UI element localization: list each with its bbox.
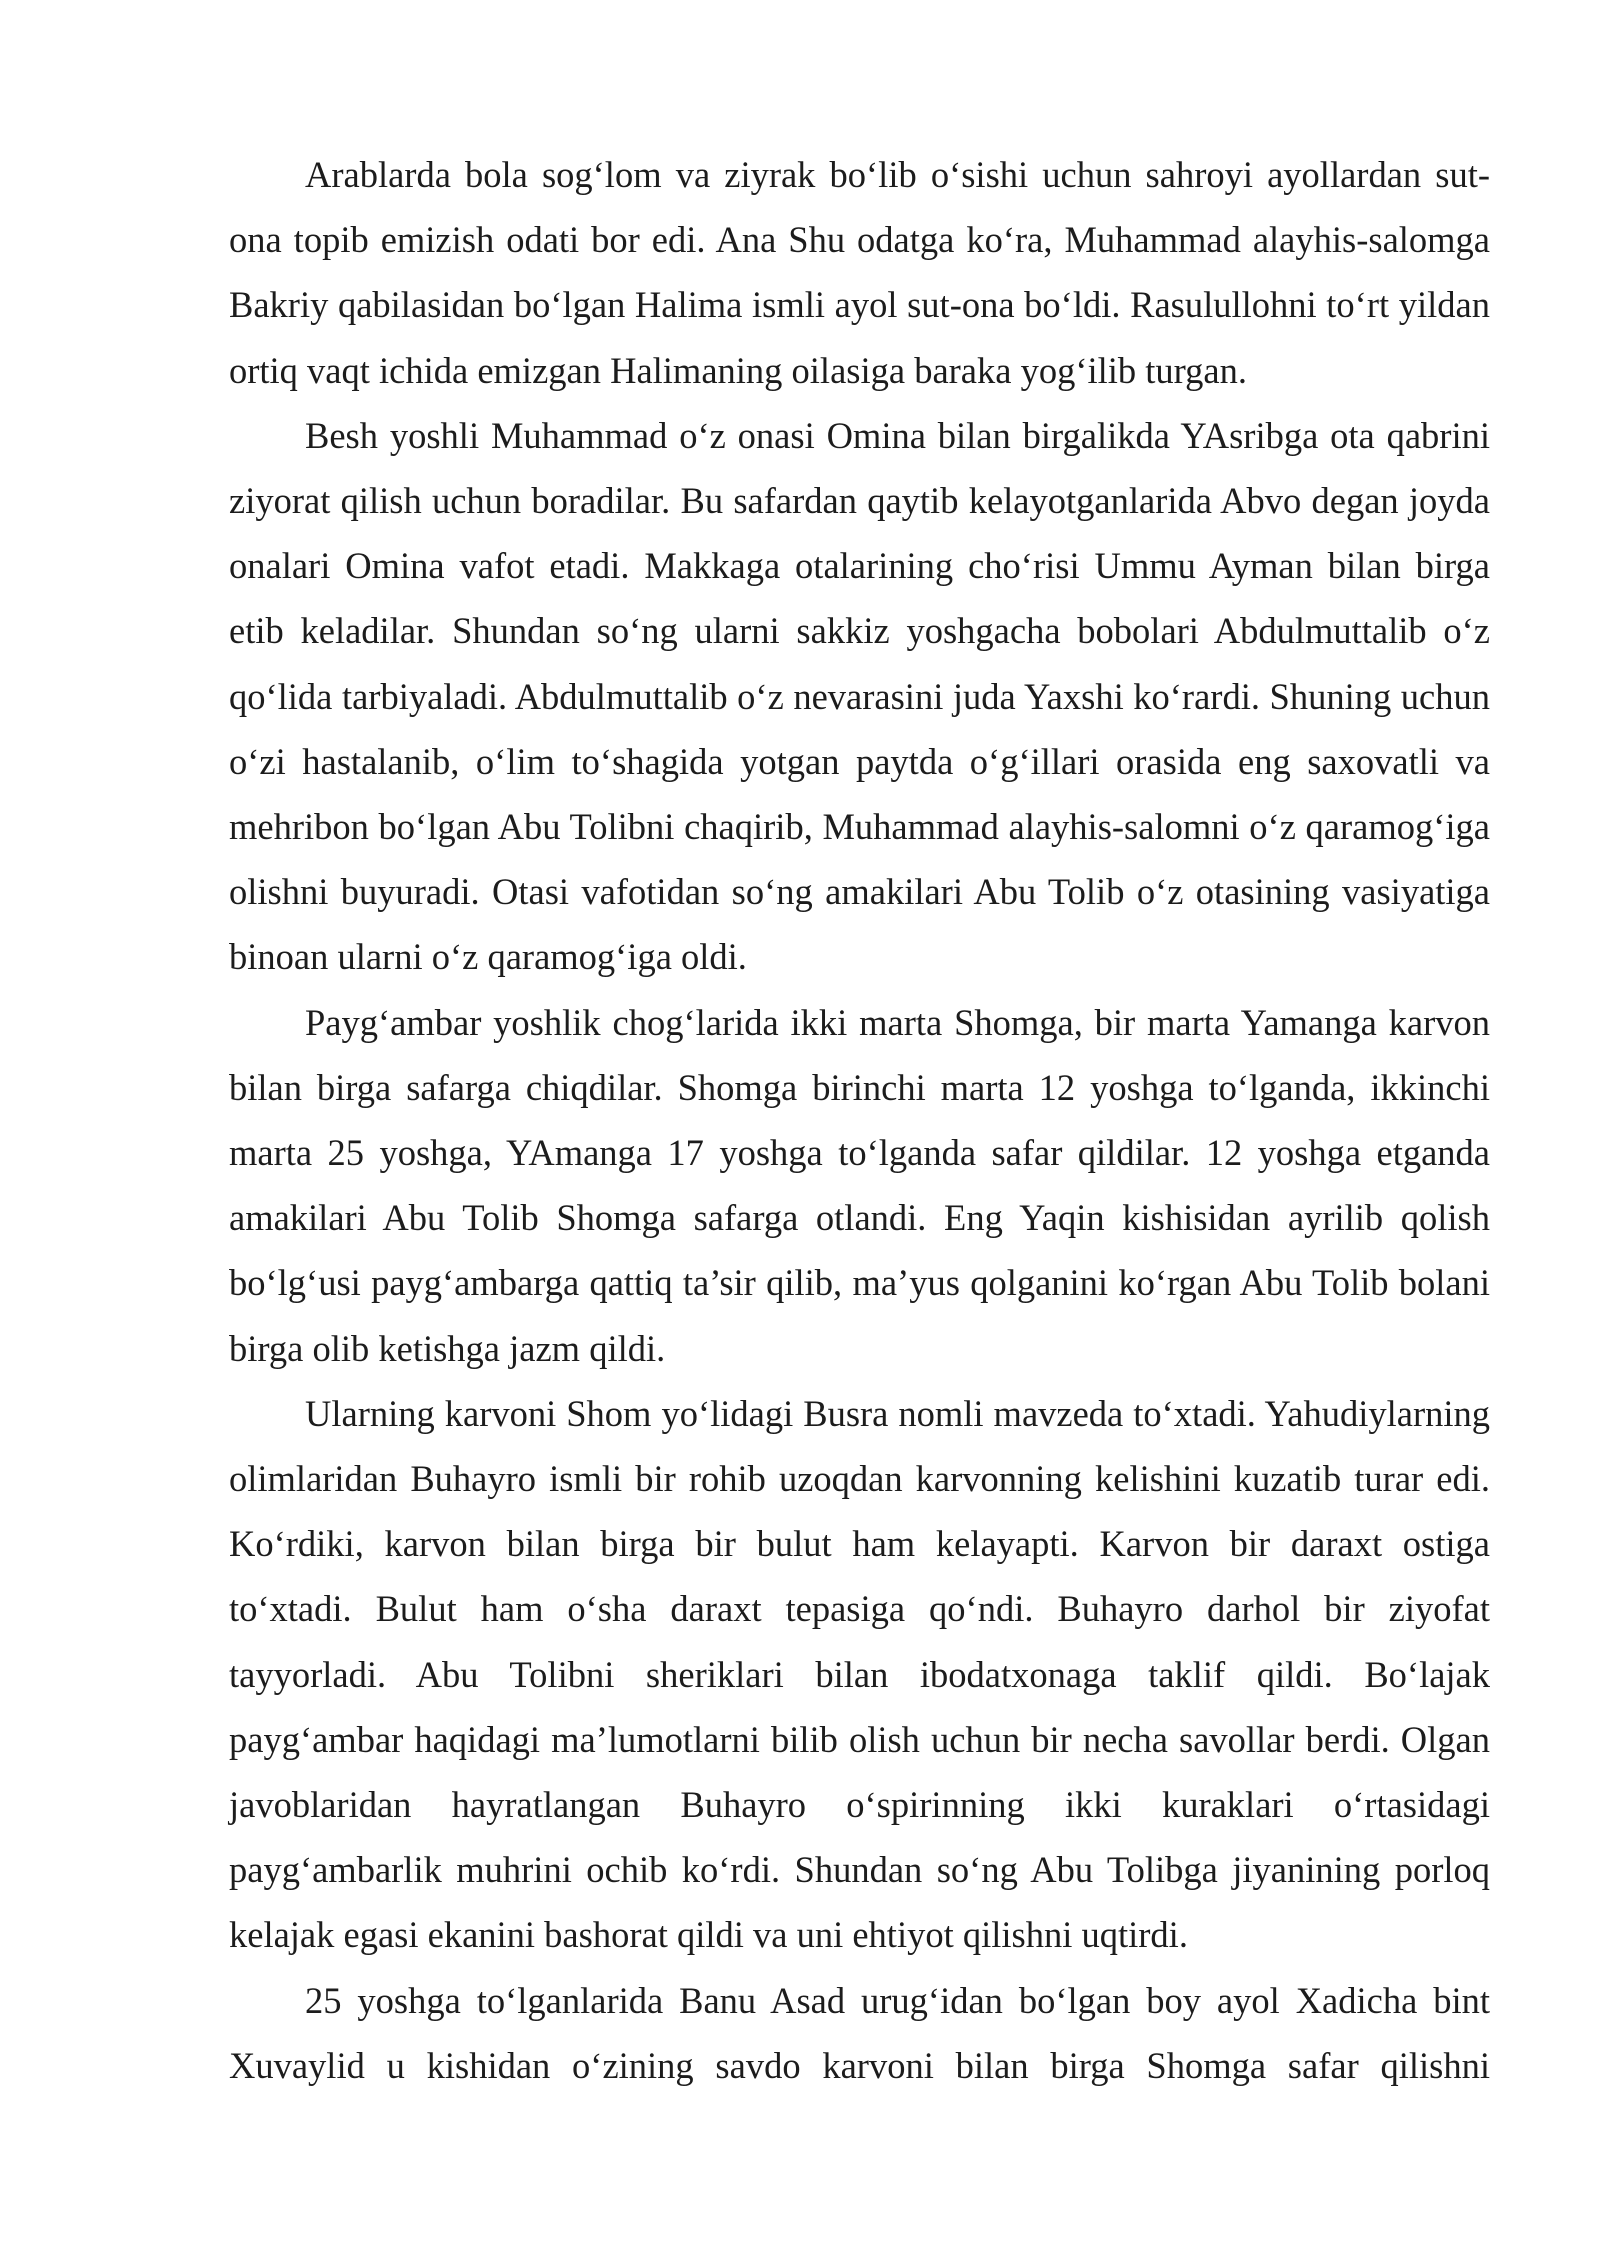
paragraph-3: Payg‘ambar yoshlik chog‘larida ikki marta Shomga, bir marta Yamanga karvon bilan birga safarga chiqdilar. Shomga birinchi marta 12 yoshga to‘lganda, ikkinchi marta 25 yoshga, YAmanga 17 yoshga to‘lganda safar qildilar. 12 yoshga etganda amakilari Abu Tolib Shomga safarga otlandi. Eng Yaqin kishisidan ayrilib qolish bo‘lg‘usi payg‘ambarga qattiq ta’sir qilib, ma’yus qolganini ko‘rgan Abu Tolib bolani birga olib ketishga jazm qildi. <box>229 1001 1490 1369</box>
paragraph-1: Arablarda bola sog‘lom va ziyrak bo‘lib o‘sishi uchun sahroyi ayollardan sut-ona topib emizish odati bor edi. Ana Shu odatga ko‘ra, Muhammad alayhis-salomga Bakriy qabilasidan bo‘lgan Halima ismli ayol sut-ona bo‘ldi. Rasulullohni to‘rt yildan ortiq vaqt ichida emizgan Halimaning oilasiga baraka yog‘ilib turgan. <box>229 154 1490 391</box>
document-page <box>229 142 1490 2098</box>
paragraph-4: Ularning karvoni Shom yo‘lidagi Busra nomli mavzeda to‘xtadi. Yahudiylarning olimlaridan Buhayro ismli bir rohib uzoqdan karvonning kelishini kuzatib turar edi. Ko‘rdiki, karvon bilan birga bir bulut ham kelayapti. Karvon bir daraxt ostiga to‘xtadi. Bulut ham o‘sha daraxt tepasiga qo‘ndi. Buhayro darhol bir ziyofat tayyorladi. Abu Tolibni sheriklari bilan ibodatxonaga taklif qildi. Bo‘lajak payg‘ambar haqidagi ma’lumotlarni bilib olish uchun bir necha savollar berdi. Olgan javoblaridan hayratlangan Buhayro o‘spirinning ikki kuraklari o‘rtasidagi payg‘ambarlik muhrini ochib ko‘rdi. Shundan so‘ng Abu Tolibga jiyanining porloq kelajak egasi ekanini bashorat qildi va uni ehtiyot qilishni uqtirdi. <box>229 1392 1490 1956</box>
paragraph-5: 25 yoshga to‘lganlarida Banu Asad urug‘idan bo‘lgan boy ayol Xadicha bint Xuvaylid u kishidan o‘zining savdo karvoni bilan birga Shomga safar qilishni <box>229 1979 1490 2086</box>
paragraph-2: Besh yoshli Muhammad o‘z onasi Omina bilan birgalikda YAsribga ota qabrini ziyorat qilish uchun boradilar. Bu safardan qaytib kelayotganlarida Abvo degan joyda onalari Omina vafot etadi. Makkaga otalarining cho‘risi Ummu Ayman bilan birga etib keladilar. Shundan so‘ng ularni sakkiz yoshgacha bobolari Abdulmuttalib o‘z qo‘lida tarbiyaladi. Abdulmuttalib o‘z nevarasini juda Yaxshi ko‘rardi. Shuning uchun o‘zi hastalanib, o‘lim to‘shagida yotgan paytda o‘g‘illari orasida eng saxovatli va mehribon bo‘lgan Abu Tolibni chaqirib, Muhammad alayhis-salomni o‘z qaramog‘iga olishni buyuradi. Otasi vafotidan so‘ng amakilari Abu Tolib o‘z otasining vasiyatiga binoan ularni o‘z qaramog‘iga oldi. <box>229 414 1490 978</box>
